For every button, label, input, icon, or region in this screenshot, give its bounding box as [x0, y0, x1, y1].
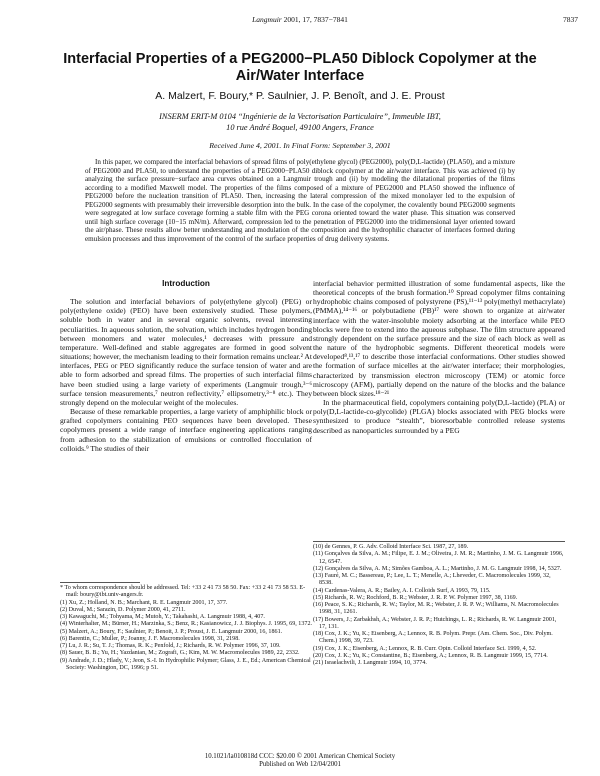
footnote: (5) Malzert, A.; Boury, F.; Saulnier, P.; Benoit, J. P.; Proust, J. E. Langmuir 2000, 16, 1861.	[60, 628, 283, 635]
page-footer	[0, 753, 600, 769]
footnote: (2) Duval, M.; Sarazin, D. Polymer 2000, 41, 2711.	[60, 606, 186, 613]
footnote: (6) Barentin, C.; Muller, P.; Joanny, J. F. Macromolecules 1998, 31, 2198.	[60, 635, 240, 642]
footnote: (12) Gonçalves da Silva, A. M.; Simões Gamboa, A. L.; Martinho, J. M. G. Langmuir 1998, 14, 5327.	[313, 565, 562, 572]
footnote: (1) Xu, Z.; Holland, N. B.; Marchant, R. E. Langmuir 2001, 17, 377.	[60, 599, 228, 606]
doi-and-copyright: 10.1021/la010818d CCC: $20.00 © 2001 American Chemical Society	[204, 753, 396, 760]
journal-citation: 2001, 17, 7837−7841	[283, 15, 348, 24]
intro-paragraph-2: Because of these remarkable properties, a large variety of amphiphilic block or grafted copolymers containing PEO sequences have been developed. These copolymers present a wide range of interface engineering applications ranging from adhesion to the stabilization of emulsions or controlled flocculation of colloids.⁹ The studies of their	[60, 407, 312, 453]
affiliation-line-1: INSERM ERIT-M 0104 “Ingénierie de la Vectorisation Particulaire”, Immeuble IBT,	[159, 112, 441, 121]
footnote: (19) Cox, J. K.; Eisenberg, A.; Lennox, R. B. Curr. Opin. Colloid Interface Sci. 1999, 4, 52.	[313, 645, 537, 652]
footnote: (10) de Gennes, P. G. Adv. Colloid Interface Sci. 1987, 27, 189.	[313, 544, 469, 550]
footnotes-left	[60, 585, 312, 672]
footnote-divider-right	[313, 541, 565, 542]
section-heading-introduction: Introduction	[162, 279, 210, 288]
running-header	[0, 15, 600, 24]
journal-name: Langmuir	[252, 15, 282, 24]
footnote-divider-left	[60, 582, 140, 583]
intro-paragraph-3: interfacial behavior permitted illustration of some fundamental aspects, like the theoretical concepts of the brush formation.¹⁰ Spread copolymer films containing hydrophobic chains composed of polystyrene (PS),¹¹⁻¹³ poly(methyl methacrylate) (PMMA),¹⁴⁻¹⁶ or polybutadiene (PB)¹⁷ were shown to organize at air/water interface with the water-insoluble moiety adsorbing at the interface while PEO blocks were free to extend into the aqueous subphase. The film structure appeared strongly dependent on the surface pressure and the size of each block as well as the nature of the hydrophobic segments. Different theoretical models were developed⁸,¹³,¹⁷ to describe those interfacial conformations. Other studies showed the formation of surface micelles at the air/water interface; their morphologies, characterized by transmission electron microscopy (TEM) or atomic force microscopy (AFM), partially depend on the nature of the blocks and the balance between block sizes.¹⁸⁻²¹	[313, 279, 565, 398]
affiliation	[40, 111, 560, 133]
footnote: (4) Winterhalter, M.; Bürner, H.; Marzinka, S.; Benz, R.; Kasianowicz, J. J. Biophys. J. 1995, 69, 1372.	[60, 621, 313, 628]
footnotes-right	[313, 544, 565, 667]
footnote: (8) Sauer, B. B.; Yu, H.; Yazdanian, M.; Zografi, G.; Kim, M. W. Macromolecules 1989, 22, 2332.	[60, 650, 300, 657]
footnote: (15) Richards, R. W.; Rochford, B. R.; Webster, J. R. P. W. Polymer 1997, 38, 1169.	[313, 594, 518, 601]
intro-paragraph-1: The solution and interfacial behaviors of poly(ethylene glycol) (PEG) or poly(ethylene oxide) (PEO) have been extensively studied. These polymers, soluble both in water and in several organic solvents, reveal interesting peculiarities. In aqueous solution, the solvation, which includes hydrogen bonding between monomers and water molecules,¹ decreases with pressure and temperature. Well-defined and stable aggregates are formed in good solvent situations; however, the mechanism leading to their formation remains unclear.² At interfaces, PEG or PEO significantly reduce the surface tension of water and are able to form adsorbed and spread films. The properties of such interfacial films have been studied using a large variety of experiments (Langmuir trough,³⁻⁶ surface tension measurements,⁷ neutron reflectivity,⁷ ellipsometry,³⁻⁸ etc.). They strongly depend on the molecular weight of the molecules.	[60, 297, 312, 407]
footnote: (16) Peace, S. K.; Richards, R. W.; Taylor, M. R.; Webster, J. R. P. W.; Williams, N. Macromolecules 1998, 31, 1261.	[313, 602, 559, 616]
abstract	[85, 158, 515, 243]
footnote: (3) Kawaguchi, M.; Tohyama, M.; Mutoh, Y.; Takahashi, A. Langmuir 1988, 4, 407.	[60, 614, 265, 620]
right-column	[313, 279, 565, 435]
footnote: (14) Cardenas-Valera, A. R.; Bailey, A. I. Colloids Surf, A 1993, 79, 115.	[313, 587, 491, 594]
footnote: (13) Fauré, M. C.; Bassereau, P.; Lee, L. T.; Menelle, A.; Lheveder, C. Macromolecules 1999, 32, 8538.	[313, 573, 551, 587]
abstract-text: In this paper, we compared the interfacial behaviors of spread films of poly(ethylene glycol) (PEG2000), poly(D,L-lactide) (PLA50), and a mixture of PEG2000 and PLA50, to understand the properties of a PEG2000−PLA50 diblock copolymer at the air/water interface. This was achieved (i) by analyzing the surface pressure−surface area curves obtained on a Langmuir trough and (ii) by modeling the dilatational properties of the films according to a modified Maxwell model. The properties of the films composed of a mixture of PEG2000 and PLA50 showed the influence of PEG2000 before the nucleation transition of PLA50. Then, increasing the lateral compression of the mixed monolayer led to the expulsion of PEG2000 segments with presumably their irreversible desorption into the bulk. In the case of the copolymer, the covalently bound PEG2000 segments were segregated at low surface coverage forming a stable film with the PEG corona oriented toward the water phase. This situation was conserved until high surface coverage (10−15 mN/m). Afterward, compression led to the penetration of PEG2000 into the tridimensional layer oriented toward the air/phase. These results allow better understanding and modulation of the composition and the hydrophilic character of interfaces formed during emulsion processes and thus improvement of the control of the surface properties of drug delivery systems.	[85, 158, 515, 243]
affiliation-line-2: 10 rue André Boquel, 49100 Angers, France	[226, 123, 374, 132]
article-title: Interfacial Properties of a PEG2000−PLA50 Diblock Copolymer at the Air/Water Interface	[63, 51, 537, 84]
footnote: (17) Bowers, J.; Zarbakhsh, A.; Webster, J. R. P.; Hutchings, L. R.; Richards, R. W. Langmuir 2001, 17, 131.	[313, 616, 557, 630]
footnote: (9) Andrade, J. D.; Hlady, V.; Jeon, S.-I. In Hydrophilic Polymer; Glass, J. E., Ed.; American Chemical Society: Washington, DC, 1996; p 51.	[60, 657, 311, 671]
footnote: (18) Cox, J. K.; Yu, K.; Eisenberg, A.; Lennox, R. B. Polym. Prepr. (Am. Chem. Soc., Div. Polym. Chem.) 1998, 39, 723.	[313, 631, 553, 645]
intro-paragraph-4: In the pharmaceutical field, copolymers containing poly(D,L-lactide) (PLA) or poly(D,L-lactide-co-glycolide) (PLGA) blocks associated with PEG blocks were synthesized to produce “stealth”, bioresorbable controlled release systems described as nanoparticles surrounded by a PEG	[313, 398, 565, 435]
footnote: (21) Israelachvili, J. Langmuir 1994, 10, 3774.	[313, 660, 427, 666]
publication-date: Published on Web 12/04/2001	[259, 761, 341, 768]
received-dates: Received June 4, 2001. In Final Form: September 3, 2001	[209, 141, 391, 150]
footnote: * To whom correspondence should be addressed. Tel: +33 2 41 73 58 50. Fax: +33 2 41 73 58 53. E-mail: boury@ibt.univ-angers.fr.	[60, 585, 306, 599]
page-number: 7837	[563, 15, 578, 24]
footnote: (20) Cox, J. K.; Yu, K.; Constantine, B.; Eisenberg, A.; Lennox, R. B. Langmuir 1999, 15, 7714.	[313, 652, 548, 659]
left-column	[60, 279, 312, 453]
footnote: (11) Gonçalves da Silva, A. M.; Filipe, E. J. M.; Oliveira, J. M. R.; Martinho, J. M. G. Langmuir 1996, 12, 6547.	[313, 551, 564, 565]
footnote: (7) Lu, J. R.; Su, T. J.; Thomas, R. K.; Penfold, J.; Richards, R. W. Polymer 1996, 37, 109.	[60, 643, 281, 649]
author-list: A. Malzert, F. Boury,* P. Saulnier, J. P. Benoît, and J. E. Proust	[155, 90, 445, 102]
